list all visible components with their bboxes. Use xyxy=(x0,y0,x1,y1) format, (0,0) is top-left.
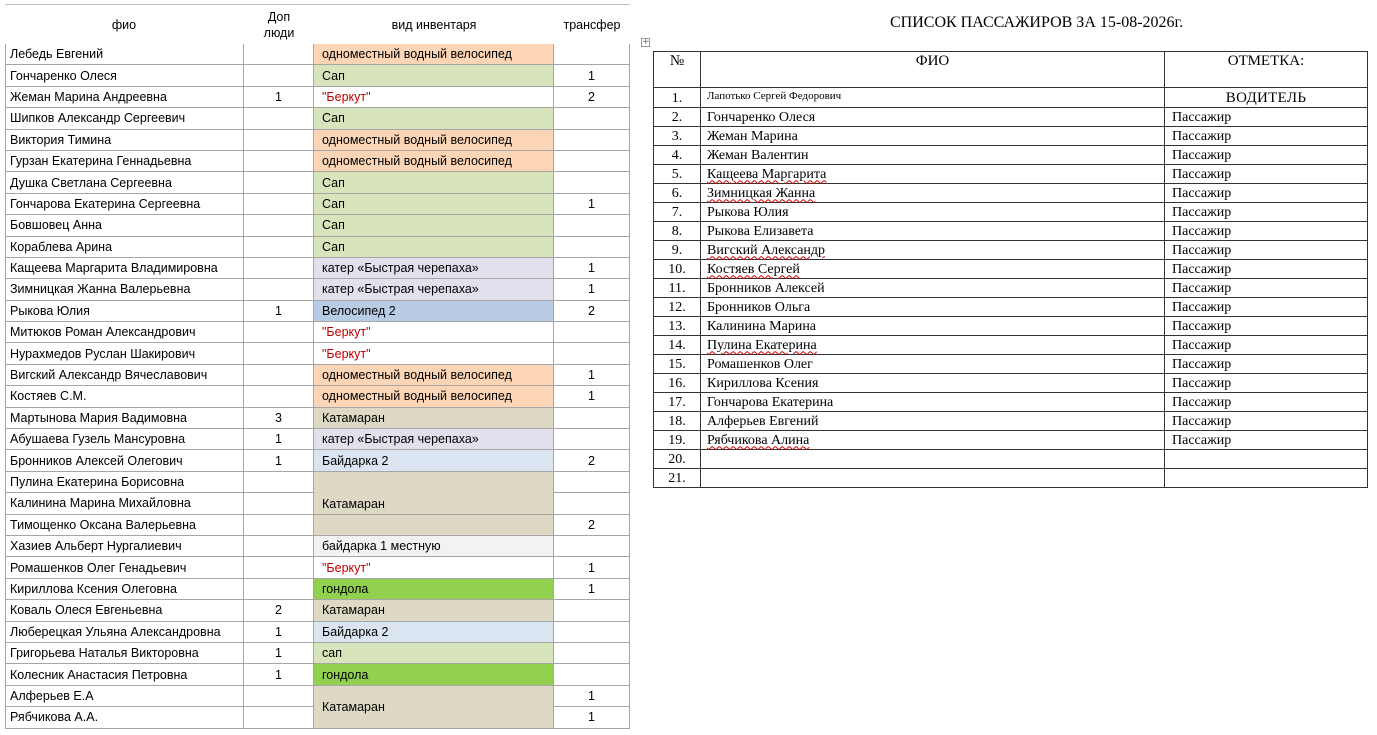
cell-inventory[interactable]: Катамаран xyxy=(314,600,554,620)
cell-inventory[interactable]: Сап xyxy=(314,65,554,85)
passenger-number[interactable]: 1. xyxy=(654,88,701,108)
cell-inventory[interactable]: одноместный водный велосипед xyxy=(314,130,554,150)
cell-name[interactable]: Григорьева Наталья Викторовна xyxy=(5,643,244,663)
sheet-row xyxy=(5,301,630,322)
passenger-mark[interactable]: Пассажир xyxy=(1165,298,1368,317)
passenger-name[interactable] xyxy=(701,127,1165,146)
cell-inventory[interactable]: "Беркут" xyxy=(314,87,554,107)
passenger-name-text: Пулина Екатерина xyxy=(707,337,817,353)
passenger-name[interactable] xyxy=(701,355,1165,374)
cell-name[interactable]: Вигский Александр Вячеславович xyxy=(5,365,244,385)
passenger-number[interactable]: 17. xyxy=(654,393,701,412)
cell-transfer[interactable] xyxy=(554,322,630,342)
cell-inventory[interactable]: Байдарка 2 xyxy=(314,622,554,642)
passenger-number[interactable]: 8. xyxy=(654,222,701,241)
passenger-mark[interactable]: Пассажир xyxy=(1165,279,1368,298)
passenger-number[interactable]: 4. xyxy=(654,146,701,165)
sheet-row xyxy=(5,600,630,621)
cell-name[interactable]: Хазиев Альберт Нургалиевич xyxy=(5,536,244,556)
cell-inventory[interactable]: Сап xyxy=(314,215,554,235)
header-extra-people[interactable]: Доп люди xyxy=(263,9,295,40)
cell-name[interactable]: Пулина Екатерина Борисовна xyxy=(5,472,244,492)
cell-transfer[interactable] xyxy=(554,408,630,428)
cell-extra-people[interactable] xyxy=(244,365,314,385)
cell-extra-people[interactable] xyxy=(244,322,314,342)
cell-name[interactable]: Абушаева Гузель Мансуровна xyxy=(5,429,244,449)
cell-name[interactable]: Костяев С.М. xyxy=(5,386,244,406)
cell-inventory-merged[interactable]: Катамаран xyxy=(314,472,554,536)
cell-name[interactable]: Бронников Алексей Олегович xyxy=(5,450,244,470)
passenger-mark[interactable]: Пассажир xyxy=(1165,165,1368,184)
passenger-name[interactable] xyxy=(701,241,1165,260)
cell-inventory[interactable]: одноместный водный велосипед xyxy=(314,44,554,64)
header-number[interactable]: № xyxy=(654,52,701,88)
cell-transfer[interactable] xyxy=(554,643,630,663)
cell-name[interactable]: Тимощенко Оксана Валерьевна xyxy=(5,515,244,535)
cell-extra-people[interactable] xyxy=(244,515,314,535)
passenger-name[interactable] xyxy=(701,298,1165,317)
cell-inventory[interactable]: катер «Быстрая черепаха» xyxy=(314,258,554,278)
cell-transfer[interactable]: 1 xyxy=(554,279,630,299)
passenger-number[interactable]: 18. xyxy=(654,412,701,431)
passenger-number[interactable]: 10. xyxy=(654,260,701,279)
cell-transfer[interactable] xyxy=(554,664,630,684)
cell-extra-people[interactable]: 1 xyxy=(244,622,314,642)
passenger-name-text: Кащеева Маргарита xyxy=(707,166,827,182)
cell-name[interactable]: Кащеева Маргарита Владимировна xyxy=(5,258,244,278)
passenger-name-text: Рыкова Елизавета xyxy=(707,223,814,239)
cell-name[interactable]: Кириллова Ксения Олеговна xyxy=(5,579,244,599)
cell-extra-people[interactable] xyxy=(244,130,314,150)
cell-transfer[interactable] xyxy=(554,172,630,192)
cell-transfer[interactable]: 2 xyxy=(554,515,630,535)
cell-name[interactable]: Нурахмедов Руслан Шакирович xyxy=(5,343,244,363)
passenger-name-text: Лапотько Сергей Федорович xyxy=(707,90,842,102)
passenger-row xyxy=(654,374,1368,393)
cell-name[interactable]: Жеман Марина Андреевна xyxy=(5,87,244,107)
sheet-row xyxy=(5,493,630,514)
sheet-row xyxy=(5,408,630,429)
cell-name[interactable]: Шипков Александр Сергеевич xyxy=(5,108,244,128)
passenger-name-text: Калинина Марина xyxy=(707,318,817,334)
cell-extra-people[interactable] xyxy=(244,386,314,406)
passenger-table-header xyxy=(654,52,1368,88)
passenger-number[interactable]: 16. xyxy=(654,374,701,393)
passenger-row xyxy=(654,127,1368,146)
cell-extra-people[interactable]: 1 xyxy=(244,429,314,449)
cell-inventory-merged[interactable]: Катамаран xyxy=(314,686,554,729)
passenger-mark[interactable] xyxy=(1165,469,1368,488)
passenger-row xyxy=(654,355,1368,374)
passenger-mark[interactable] xyxy=(1165,450,1368,469)
cell-extra-people[interactable] xyxy=(244,536,314,556)
passenger-row xyxy=(654,203,1368,222)
passenger-number[interactable]: 21. xyxy=(654,469,701,488)
passenger-name-text: Зимницкая Жанна xyxy=(707,185,816,201)
sheet-row xyxy=(5,194,630,215)
cell-transfer[interactable] xyxy=(554,44,630,64)
passenger-number[interactable]: 20. xyxy=(654,450,701,469)
sheet-row xyxy=(5,707,630,728)
cell-inventory[interactable]: Катамаран xyxy=(314,408,554,428)
passenger-mark[interactable]: Пассажир xyxy=(1165,127,1368,146)
table-move-handle-icon[interactable]: + xyxy=(642,37,650,47)
passenger-row xyxy=(654,469,1368,488)
passenger-number[interactable]: 9. xyxy=(654,241,701,260)
cell-name[interactable]: Митюков Роман Александрович xyxy=(5,322,244,342)
sheet-row xyxy=(5,279,630,300)
passenger-row xyxy=(654,393,1368,412)
cell-name[interactable]: Рыкова Юлия xyxy=(5,301,244,321)
passenger-name[interactable] xyxy=(701,393,1165,412)
sheet-row xyxy=(5,450,630,471)
passenger-number[interactable]: 7. xyxy=(654,203,701,222)
cell-name[interactable]: Виктория Тимина xyxy=(5,130,244,150)
cell-transfer[interactable]: 1 xyxy=(554,386,630,406)
passenger-row xyxy=(654,317,1368,336)
cell-extra-people[interactable]: 1 xyxy=(244,664,314,684)
passenger-name[interactable] xyxy=(701,336,1165,355)
passenger-name[interactable] xyxy=(701,222,1165,241)
cell-transfer[interactable] xyxy=(554,622,630,642)
passenger-name[interactable] xyxy=(701,260,1165,279)
passenger-mark[interactable]: Пассажир xyxy=(1165,393,1368,412)
passenger-row xyxy=(654,108,1368,127)
passenger-row xyxy=(654,222,1368,241)
passenger-name-text: Жеман Валентин xyxy=(707,147,809,163)
cell-name[interactable]: Люберецкая Ульяна Александровна xyxy=(5,622,244,642)
cell-transfer[interactable]: 1 xyxy=(554,686,630,706)
passenger-name[interactable] xyxy=(701,108,1165,127)
spreadsheet-header xyxy=(5,4,630,44)
passenger-mark[interactable]: ВОДИТЕЛЬ xyxy=(1165,88,1368,108)
cell-name[interactable]: Коваль Олеся Евгеньевна xyxy=(5,600,244,620)
cell-transfer[interactable] xyxy=(554,343,630,363)
passenger-name-text: Рябчикова Алина xyxy=(707,432,810,448)
passenger-mark[interactable]: Пассажир xyxy=(1165,146,1368,165)
passenger-mark[interactable]: Пассажир xyxy=(1165,355,1368,374)
cell-transfer[interactable] xyxy=(554,536,630,556)
cell-name[interactable]: Гончарова Екатерина Сергеевна xyxy=(5,194,244,214)
sheet-row xyxy=(5,343,630,364)
cell-inventory[interactable]: катер «Быстрая черепаха» xyxy=(314,429,554,449)
cell-transfer[interactable]: 1 xyxy=(554,579,630,599)
cell-inventory[interactable]: сап xyxy=(314,643,554,663)
sheet-row xyxy=(5,87,630,108)
cell-name[interactable]: Кораблева Арина xyxy=(5,237,244,257)
cell-inventory[interactable]: "Беркут" xyxy=(314,322,554,342)
passenger-mark[interactable]: Пассажир xyxy=(1165,431,1368,450)
spreadsheet-body xyxy=(5,44,630,729)
cell-name[interactable]: Лебедь Евгений xyxy=(5,44,244,64)
cell-name[interactable]: Мартынова Мария Вадимовна xyxy=(5,408,244,428)
cell-extra-people[interactable] xyxy=(244,707,314,727)
passenger-number[interactable]: 6. xyxy=(654,184,701,203)
passenger-row xyxy=(654,241,1368,260)
passenger-name-text: Кириллова Ксения xyxy=(707,375,819,391)
cell-extra-people[interactable] xyxy=(244,194,314,214)
cell-extra-people[interactable] xyxy=(244,557,314,577)
passenger-row xyxy=(654,165,1368,184)
sheet-row xyxy=(5,429,630,450)
passenger-row xyxy=(654,88,1368,108)
header-name[interactable]: фио xyxy=(111,17,137,32)
passenger-name-text: Бронников Алексей xyxy=(707,280,825,296)
passenger-mark[interactable]: Пассажир xyxy=(1165,203,1368,222)
passenger-mark[interactable]: Пассажир xyxy=(1165,260,1368,279)
sheet-row xyxy=(5,386,630,407)
cell-inventory[interactable]: Сап xyxy=(314,237,554,257)
passenger-name-text: Рыкова Юлия xyxy=(707,204,789,220)
passenger-row xyxy=(654,298,1368,317)
passenger-number[interactable]: 2. xyxy=(654,108,701,127)
passenger-mark[interactable]: Пассажир xyxy=(1165,374,1368,393)
cell-inventory[interactable]: катер «Быстрая черепаха» xyxy=(314,279,554,299)
passenger-name-text: Ромашенков Олег xyxy=(707,356,813,372)
passenger-number[interactable]: 13. xyxy=(654,317,701,336)
passenger-name[interactable] xyxy=(701,184,1165,203)
cell-inventory[interactable]: одноместный водный велосипед xyxy=(314,386,554,406)
cell-transfer[interactable]: 1 xyxy=(554,365,630,385)
cell-extra-people[interactable] xyxy=(244,686,314,706)
cell-transfer[interactable] xyxy=(554,600,630,620)
sheet-row xyxy=(5,322,630,343)
cell-transfer[interactable] xyxy=(554,215,630,235)
sheet-row xyxy=(5,108,630,129)
cell-extra-people[interactable]: 2 xyxy=(244,600,314,620)
passenger-row xyxy=(654,412,1368,431)
cell-extra-people[interactable] xyxy=(244,472,314,492)
cell-extra-people[interactable]: 1 xyxy=(244,87,314,107)
cell-extra-people[interactable]: 1 xyxy=(244,643,314,663)
cell-transfer[interactable] xyxy=(554,108,630,128)
passenger-table xyxy=(653,51,1368,488)
cell-extra-people[interactable] xyxy=(244,493,314,513)
cell-extra-people[interactable] xyxy=(244,65,314,85)
sheet-row xyxy=(5,579,630,600)
header-transfer[interactable]: трансфер xyxy=(563,17,621,32)
passenger-name[interactable] xyxy=(701,431,1165,450)
passenger-number[interactable]: 14. xyxy=(654,336,701,355)
sheet-row xyxy=(5,622,630,643)
cell-inventory[interactable]: "Беркут" xyxy=(314,557,554,577)
passenger-document xyxy=(640,0,1377,735)
cell-extra-people[interactable] xyxy=(244,343,314,363)
passenger-name[interactable] xyxy=(701,450,1165,469)
passenger-row xyxy=(654,184,1368,203)
passenger-mark[interactable]: Пассажир xyxy=(1165,336,1368,355)
passenger-name[interactable] xyxy=(701,317,1165,336)
passenger-number[interactable]: 19. xyxy=(654,431,701,450)
cell-name[interactable]: Бовшовец Анна xyxy=(5,215,244,235)
sheet-row xyxy=(5,515,630,536)
passenger-name[interactable] xyxy=(701,88,1165,108)
cell-transfer[interactable]: 1 xyxy=(554,707,630,727)
cell-inventory[interactable]: байдарка 1 местную xyxy=(314,536,554,556)
cell-extra-people[interactable] xyxy=(244,237,314,257)
passenger-number[interactable]: 5. xyxy=(654,165,701,184)
passenger-mark[interactable]: Пассажир xyxy=(1165,108,1368,127)
sheet-row xyxy=(5,258,630,279)
passenger-number[interactable]: 12. xyxy=(654,298,701,317)
sheet-row xyxy=(5,44,630,65)
passenger-number[interactable]: 11. xyxy=(654,279,701,298)
cell-extra-people[interactable]: 3 xyxy=(244,408,314,428)
cell-inventory[interactable]: "Беркут" xyxy=(314,343,554,363)
cell-extra-people[interactable] xyxy=(244,215,314,235)
passenger-mark[interactable]: Пассажир xyxy=(1165,317,1368,336)
cell-inventory[interactable]: гондола xyxy=(314,579,554,599)
passenger-table-body xyxy=(654,88,1368,488)
cell-extra-people[interactable] xyxy=(244,151,314,171)
passenger-mark[interactable]: Пассажир xyxy=(1165,412,1368,431)
passenger-name-text: Гончарова Екатерина xyxy=(707,394,834,410)
header-mark[interactable]: ОТМЕТКА: xyxy=(1165,52,1368,88)
passenger-name[interactable] xyxy=(701,165,1165,184)
passenger-row xyxy=(654,260,1368,279)
cell-extra-people[interactable]: 1 xyxy=(244,301,314,321)
passenger-name-text: Бронников Ольга xyxy=(707,299,811,315)
sheet-row xyxy=(5,215,630,236)
sheet-row xyxy=(5,237,630,258)
cell-transfer[interactable] xyxy=(554,130,630,150)
passenger-row xyxy=(654,146,1368,165)
passenger-mark[interactable]: Пассажир xyxy=(1165,241,1368,260)
sheet-row xyxy=(5,130,630,151)
passenger-name-text: Алферьев Евгений xyxy=(707,413,819,429)
passenger-mark[interactable]: Пассажир xyxy=(1165,184,1368,203)
cell-name[interactable]: Ромашенков Олег Генадьевич xyxy=(5,557,244,577)
sheet-row xyxy=(5,664,630,685)
passenger-name-text: Гончаренко Олеся xyxy=(707,109,816,125)
document-title: СПИСОК ПАССАЖИРОВ ЗА 15-08-2026г. xyxy=(890,14,1184,31)
header-fio[interactable]: ФИО xyxy=(701,52,1165,88)
cell-transfer[interactable] xyxy=(554,429,630,449)
cell-extra-people[interactable] xyxy=(244,579,314,599)
cell-inventory[interactable]: Сап xyxy=(314,108,554,128)
inventory-spreadsheet xyxy=(5,4,630,729)
cell-extra-people[interactable] xyxy=(244,172,314,192)
passenger-name[interactable] xyxy=(701,203,1165,222)
passenger-name[interactable] xyxy=(701,374,1165,393)
passenger-number[interactable]: 15. xyxy=(654,355,701,374)
cell-inventory[interactable]: Сап xyxy=(314,194,554,214)
cell-name[interactable]: Колесник Анастасия Петровна xyxy=(5,664,244,684)
passenger-name-text: Вигский Александр xyxy=(707,242,826,258)
cell-name[interactable]: Зимницкая Жанна Валерьевна xyxy=(5,279,244,299)
cell-transfer[interactable]: 1 xyxy=(554,258,630,278)
cell-transfer[interactable] xyxy=(554,472,630,492)
passenger-name[interactable] xyxy=(701,469,1165,488)
cell-name[interactable]: Калинина Марина Михайловна xyxy=(5,493,244,513)
cell-transfer[interactable]: 2 xyxy=(554,450,630,470)
passenger-name[interactable] xyxy=(701,412,1165,431)
cell-inventory[interactable]: Байдарка 2 xyxy=(314,450,554,470)
passenger-name-text: Жеман Марина xyxy=(707,128,798,144)
passenger-row xyxy=(654,336,1368,355)
cell-extra-people[interactable]: 1 xyxy=(244,450,314,470)
cell-extra-people[interactable] xyxy=(244,279,314,299)
passenger-name[interactable] xyxy=(701,279,1165,298)
sheet-row xyxy=(5,172,630,193)
cell-extra-people[interactable] xyxy=(244,108,314,128)
cell-transfer[interactable]: 1 xyxy=(554,65,630,85)
passenger-row xyxy=(654,431,1368,450)
passenger-name-text: Костяев Сергей xyxy=(707,261,800,277)
cell-transfer[interactable] xyxy=(554,493,630,513)
passenger-row xyxy=(654,279,1368,298)
cell-name[interactable]: Алферьев Е.А xyxy=(5,686,244,706)
cell-name[interactable]: Душка Светлана Сергеевна xyxy=(5,172,244,192)
cell-transfer[interactable] xyxy=(554,237,630,257)
cell-inventory[interactable]: Сап xyxy=(314,172,554,192)
header-inventory[interactable]: вид инвентаря xyxy=(391,17,477,32)
passenger-row xyxy=(654,450,1368,469)
passenger-name[interactable] xyxy=(701,146,1165,165)
cell-inventory[interactable]: одноместный водный велосипед xyxy=(314,365,554,385)
sheet-row xyxy=(5,643,630,664)
sheet-row xyxy=(5,557,630,578)
passenger-mark[interactable]: Пассажир xyxy=(1165,222,1368,241)
sheet-row xyxy=(5,151,630,172)
cell-transfer[interactable]: 1 xyxy=(554,194,630,214)
cell-inventory[interactable]: Велосипед 2 xyxy=(314,301,554,321)
sheet-row xyxy=(5,536,630,557)
sheet-row xyxy=(5,365,630,386)
cell-transfer[interactable]: 1 xyxy=(554,557,630,577)
cell-inventory[interactable]: одноместный водный велосипед xyxy=(314,151,554,171)
cell-extra-people[interactable] xyxy=(244,44,314,64)
cell-transfer[interactable]: 2 xyxy=(554,301,630,321)
cell-extra-people[interactable] xyxy=(244,258,314,278)
cell-name[interactable]: Гурзан Екатерина Геннадьевна xyxy=(5,151,244,171)
cell-transfer[interactable] xyxy=(554,151,630,171)
passenger-number[interactable]: 3. xyxy=(654,127,701,146)
cell-name[interactable]: Рябчикова А.А. xyxy=(5,707,244,727)
sheet-row xyxy=(5,65,630,86)
cell-transfer[interactable]: 2 xyxy=(554,87,630,107)
cell-name[interactable]: Гончаренко Олеся xyxy=(5,65,244,85)
cell-inventory[interactable]: гондола xyxy=(314,664,554,684)
